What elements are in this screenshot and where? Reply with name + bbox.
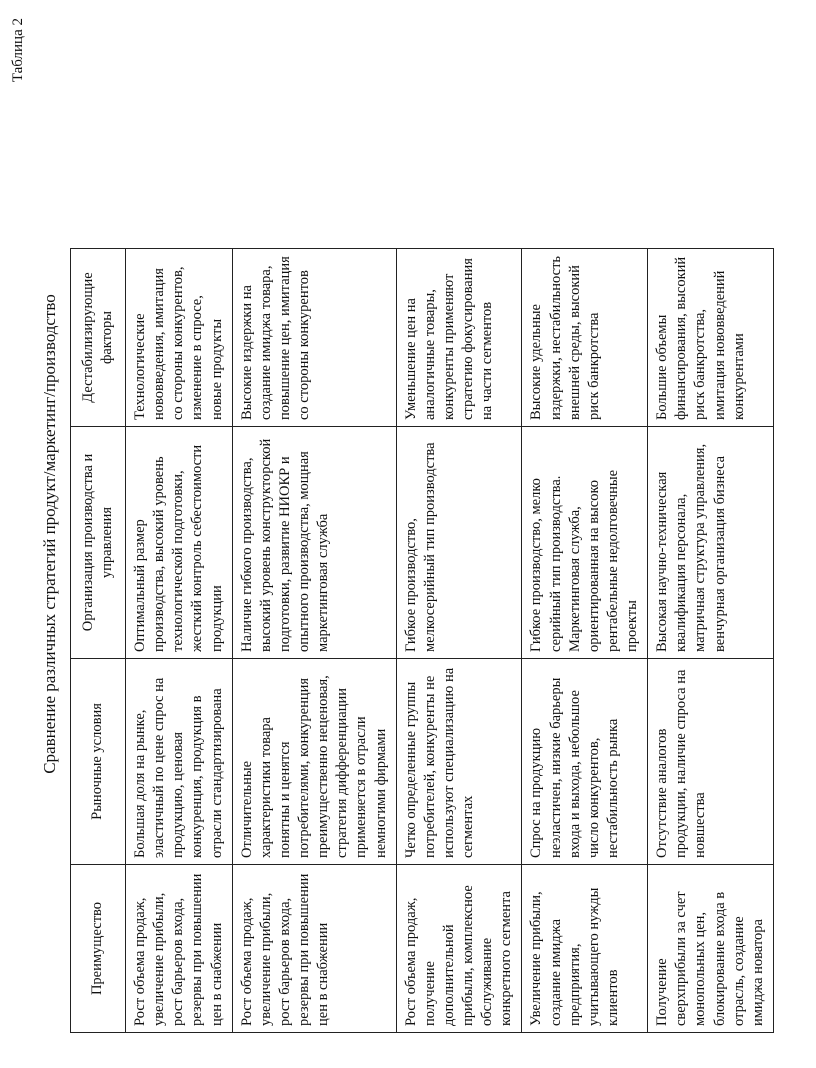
table-row: [126, 23, 233, 1033]
table-cell: Четко определенные группы потребителей, конкуренты не используют специализацию на сегментах: [396, 659, 522, 865]
table-cell: Высокие издержки на создание имиджа товара, повышение цен, имитация со стороны конкурентов: [232, 249, 396, 427]
table-cell: Гибкое производство, мелкосерийный тип производства: [396, 427, 522, 659]
table-row: [396, 23, 522, 1033]
table-cell: Оптимальный размер производства, высокий уровень технологической подготовки, жесткий контроль себестоимости продукции: [126, 427, 233, 659]
table-cell: Технологические нововведения, имитация со стороны конкурентов, изменение в спросе, новые продукты: [126, 249, 233, 427]
table-cell: Большая доля на рынке, эластичный по цене спрос на продукцию, ценовая конкуренция, продукция в отрасли стандартизирована: [126, 659, 233, 865]
table-cell: Рост объема продаж, увеличение прибыли, рост барьеров входа, резервы при повышении цен в снабжении: [126, 865, 233, 1033]
table-row: [232, 23, 396, 1033]
header-row: [71, 23, 126, 1033]
header-cell: Дестабилизирующие факторы: [71, 249, 126, 427]
table-cell: Отсутствие аналогов продукции, наличие спроса на новшества: [648, 659, 774, 865]
table-number-label: Таблица 2: [10, 18, 26, 83]
header-cell: Рыночные условия: [71, 659, 126, 865]
table-cell: Рост объема продаж, увеличение прибыли, рост барьеров входа, резервы при повышении цен в снабжении: [232, 865, 396, 1033]
table-row: [522, 23, 648, 1033]
table-cell: Гибкое производство, мелко серийный тип производства. Маркетинговая служба, ориентированная на высоко рентабельные недолговечные проекты: [522, 427, 648, 659]
table-cell: Получение сверхприбыли за счет монопольных цен, блокирование входа в отрасль, создание имиджа новатора: [648, 865, 774, 1033]
header-cell: Преимущество: [71, 865, 126, 1033]
header-cell: Организация производства и управления: [71, 427, 126, 659]
table-cell: Высокие удельные издержки, нестабильность внешней среды, высокий риск банкротства: [522, 249, 648, 427]
table-caption: Сравнение различных стратегий продукт/маркетинг/производство: [40, 294, 59, 774]
table-cell: Наличие гибкого производства, высокий уровень конструкторской подготовки, развитие НИОКР и опытного производства, мощная маркетинговая служба: [232, 427, 396, 659]
table-cell: Уменьшение цен на аналогичные товары, конкуренты применяют стратегию фокусирования на части сегментов: [396, 249, 522, 427]
table-cell: Рост объема продаж, получение дополнительной прибыли, комплексное обслуживание конкретного сегмента: [396, 865, 522, 1033]
table-cell: Высокая научно-техническая квалификация персонала, матричная структура управления, венчурная организация бизнеса: [648, 427, 774, 659]
strategy-comparison-table: [70, 22, 774, 1033]
table-cell: Большие объемы финансирования, высокий риск банкротства, имитация нововведений конкурентами: [648, 249, 774, 427]
table-cell: Спрос на продукцию неэластичен, низкие барьеры входа и выхода, небольшое число конкурентов, нестабильность рынка: [522, 659, 648, 865]
table-row: [648, 23, 774, 1033]
table-cell: Увеличение прибыли, создание имиджа предприятия, учитывающего нужды клиентов: [522, 865, 648, 1033]
table-cell: Отличительные характеристики товара понятны и ценятся потребителями, конкуренция преимущественно неценовая, стратегия дифференциации применяется в отрасли немногими фирмами: [232, 659, 396, 865]
